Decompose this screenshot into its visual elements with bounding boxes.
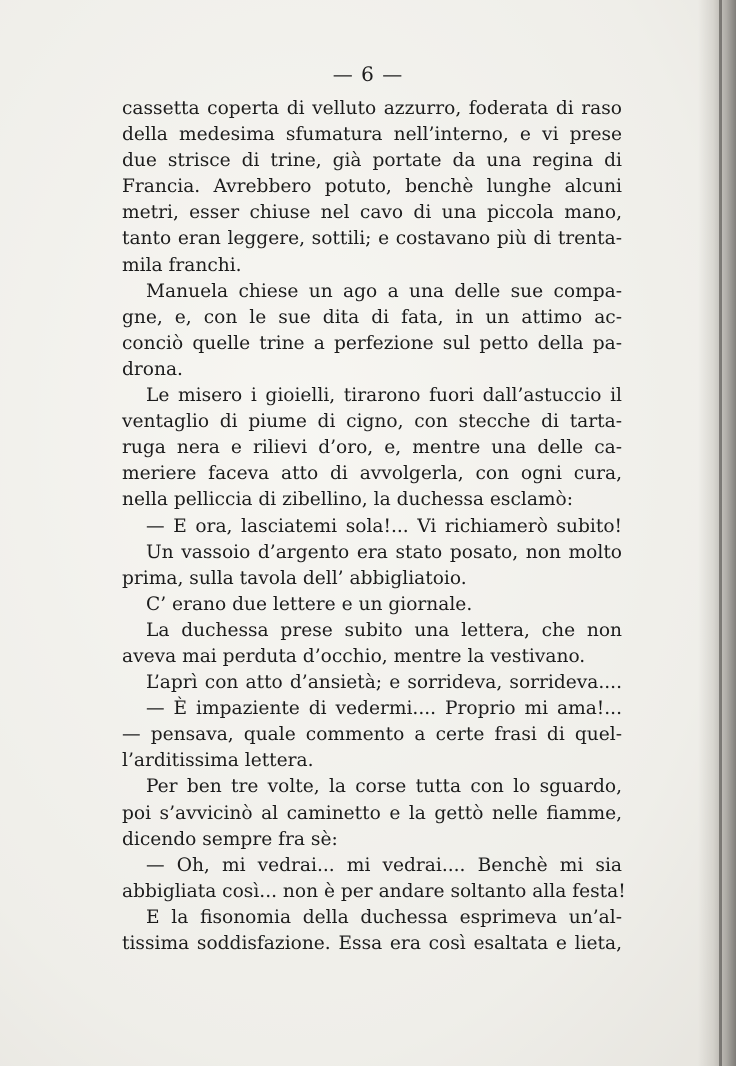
- text-line: aveva mai perduta d’occhio, mentre la vestivano.: [122, 645, 586, 667]
- text-line: Per ben tre volte, la corse tutta con lo sguardo,: [146, 776, 622, 798]
- text-line: prima, sulla tavola dell’ abbigliatoio.: [122, 567, 467, 589]
- body-text: [122, 96, 626, 957]
- text-line: — pensava, quale commento a certe frasi di quel-: [122, 724, 622, 746]
- text-line: conciò quelle trine a perfezione sul petto della pa-: [122, 332, 622, 354]
- text-line: l’arditissima lettera.: [122, 750, 314, 772]
- text-line: mila franchi.: [122, 254, 242, 276]
- text-line: — E ora, lasciatemi sola!... Vi richiamerò subito!: [146, 515, 622, 537]
- text-line: C’ erano due lettere e un giornale.: [146, 593, 473, 615]
- page-edge-shadow: [698, 0, 736, 1066]
- text-line: ventaglio di piume di cigno, con stecche di tarta-: [122, 411, 622, 433]
- text-line: cassetta coperta di velluto azzurro, foderata di raso: [122, 98, 622, 119]
- text-line: — È impaziente di vedermi.... Proprio mi ama!...: [146, 698, 622, 720]
- page-number: — 6 —: [332, 62, 404, 86]
- text-line: tanto eran leggere, sottili; e costavano più di trenta-: [122, 228, 622, 250]
- text-line: tissima soddisfazione. Essa era così esaltata e lieta,: [122, 933, 622, 954]
- text-line: metri, esser chiuse nel cavo di una piccola mano,: [122, 202, 622, 224]
- text-line: Un vassoio d’argento era stato posato, non molto: [146, 541, 622, 563]
- text-line: dicendo sempre fra sè:: [122, 828, 338, 850]
- text-line: Manuela chiese un ago a una delle sue compa-: [146, 280, 622, 302]
- binding-line: [719, 0, 722, 1066]
- text-line: La duchessa prese subito una lettera, che non: [146, 619, 622, 641]
- text-line: poi s’avvicinò al caminetto e la gettò nelle fiamme,: [122, 802, 622, 824]
- text-line: Francia. Avrebbero potuto, benchè lunghe alcuni: [122, 176, 622, 198]
- text-line: E la fisonomia della duchessa esprimeva un’al-: [146, 906, 622, 928]
- text-line: L’aprì con atto d’ansietà; e sorrideva, sorrideva....: [146, 672, 622, 694]
- text-line: nella pelliccia di zibellino, la duchessa esclamò:: [122, 489, 573, 511]
- text-line: gne, e, con le sue dita di fata, in un attimo ac-: [122, 306, 622, 328]
- text-line: della medesima sfumatura nell’interno, e vi prese: [122, 124, 622, 146]
- text-line: ruga nera e rilievi d’oro, e, mentre una delle ca-: [122, 437, 622, 459]
- text-line: — Oh, mi vedrai... mi vedrai.... Benchè mi sia: [146, 854, 622, 876]
- text-line: meriere faceva atto di avvolgerla, con ogni cura,: [122, 463, 622, 485]
- text-line: due strisce di trine, già portate da una regina di: [122, 150, 622, 172]
- text-line: abbigliata così... non è per andare soltanto alla festa!: [122, 880, 626, 902]
- text-line: Le misero i gioielli, tirarono fuori dall’astuccio il: [146, 385, 622, 407]
- text-line: drona.: [122, 358, 183, 380]
